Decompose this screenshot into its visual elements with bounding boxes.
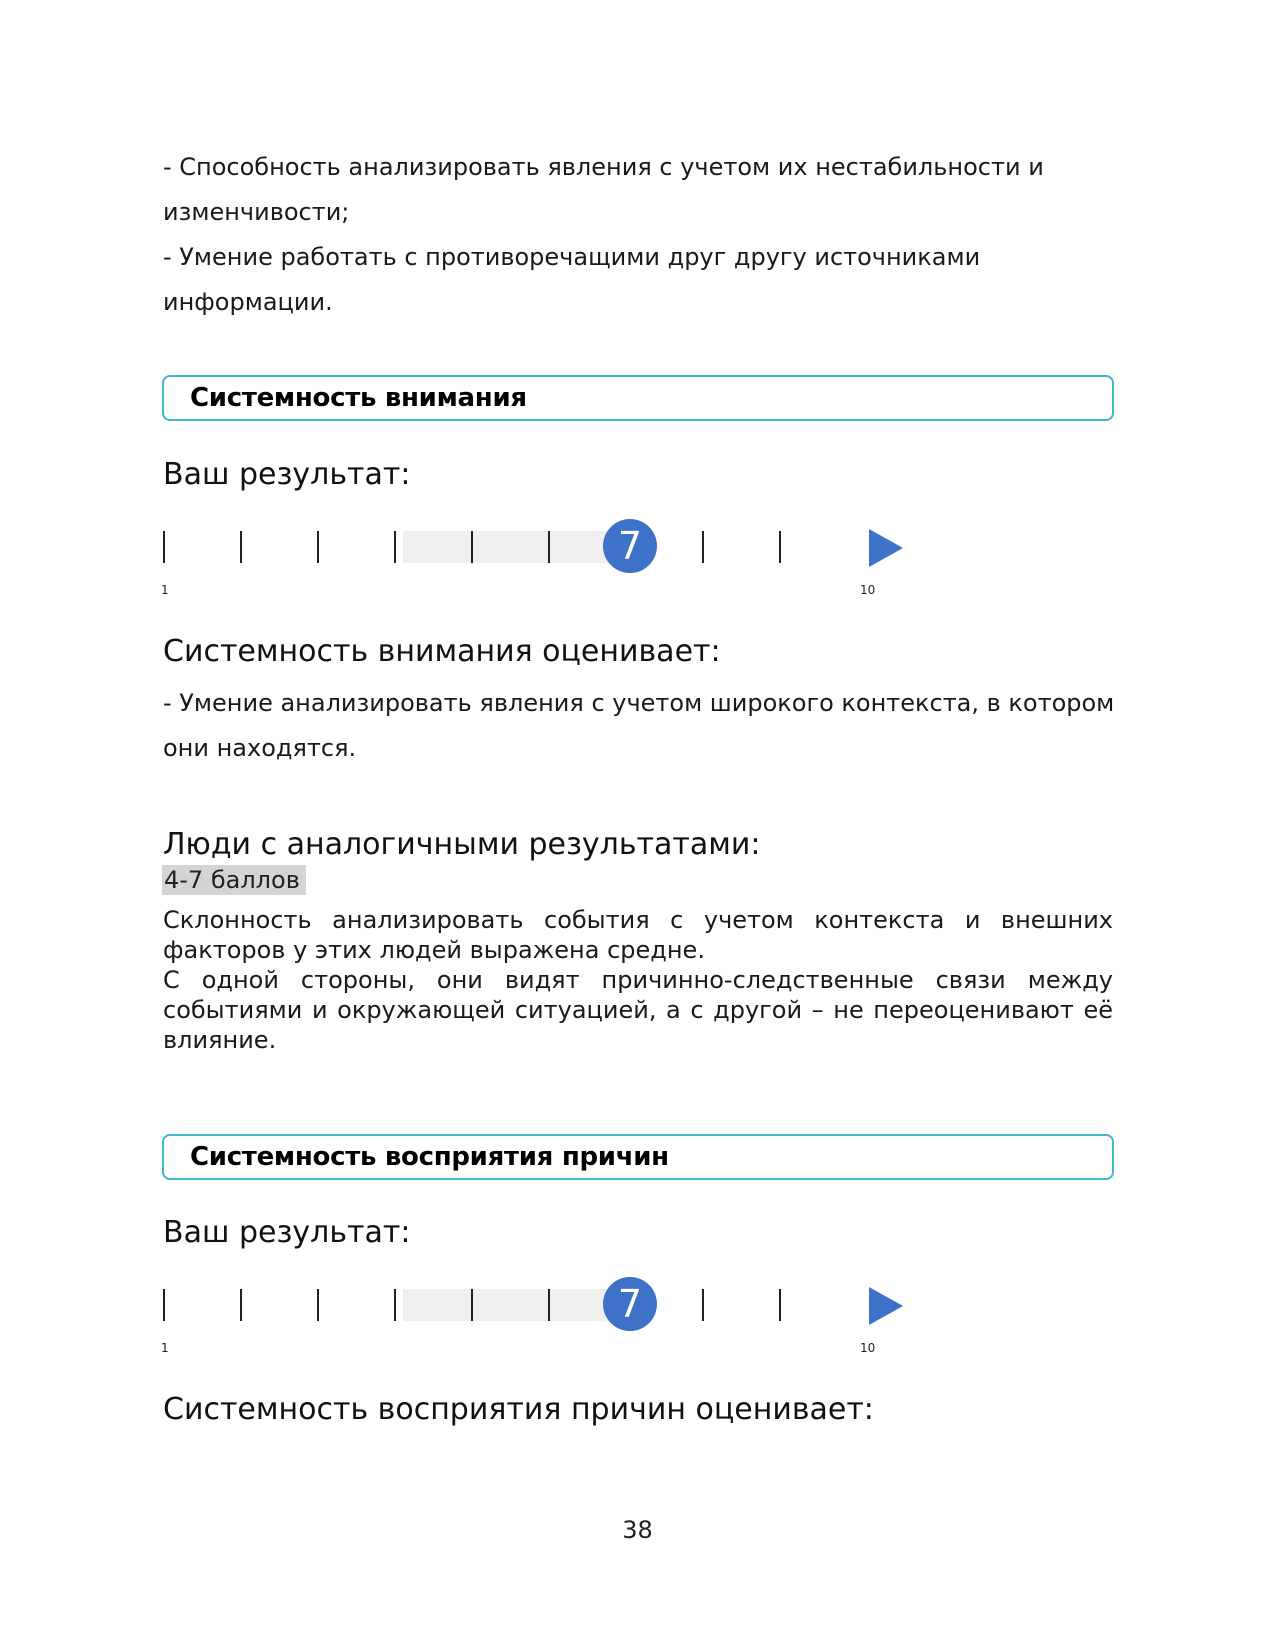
section-header-box (162, 1134, 1114, 1180)
section-header-box (162, 375, 1114, 421)
assesses-text (163, 681, 1115, 771)
similar-paragraph: Склонность анализировать события с учетом контекста и внешних факторов у этих людей выражена средне. (163, 906, 1113, 964)
result-scale (163, 509, 923, 599)
result-label: Ваш результат: (163, 457, 411, 492)
scale-tick (240, 1289, 242, 1321)
scale-min-label: 1 (161, 583, 169, 597)
score-marker: 7 (603, 519, 657, 573)
intro-item: - Умение работать с противоречащими друг другу источниками информации. (163, 243, 981, 316)
section-title: Системность восприятия причин (190, 1142, 669, 1172)
score-marker: 7 (603, 1277, 657, 1331)
scale-tick (471, 531, 473, 563)
result-label: Ваш результат: (163, 1215, 411, 1250)
scale-tick (548, 1289, 550, 1321)
assesses-item: - Умение анализировать явления с учетом широкого контекста, в котором они находятся. (163, 689, 1115, 762)
similar-heading: Люди с аналогичными результатами: (163, 827, 761, 862)
scale-tick (394, 531, 396, 563)
section-title: Системность внимания (190, 383, 527, 413)
scale-min-label: 1 (161, 1341, 169, 1355)
result-scale (163, 1267, 923, 1357)
scale-tick (779, 1289, 781, 1321)
scale-max-label: 10 (860, 1341, 876, 1355)
scale-tick (471, 1289, 473, 1321)
range-band (403, 531, 628, 563)
scale-tick (163, 531, 165, 563)
scale-tick (548, 531, 550, 563)
scale-tick (702, 1289, 704, 1321)
similar-description (163, 905, 1113, 1055)
intro-text (163, 145, 1115, 325)
scale-max-label: 10 (860, 583, 876, 597)
scale-tick (394, 1289, 396, 1321)
scale-tick (163, 1289, 165, 1321)
scale-tick (317, 531, 319, 563)
assesses-heading: Системность восприятия причин оценивает: (163, 1392, 874, 1427)
scale-tick (240, 531, 242, 563)
range-band (403, 1289, 628, 1321)
page-number: 38 (622, 1516, 653, 1544)
scale-tick (779, 531, 781, 563)
scale-tick (317, 1289, 319, 1321)
play-arrow-icon (869, 1287, 903, 1325)
similar-paragraph: С одной стороны, они видят причинно-следственные связи между событиями и окружающей ситуацией, а с другой – не переоценивают её влияние. (163, 966, 1113, 1054)
similar-range-badge: 4-7 баллов (162, 865, 306, 895)
intro-item: - Способность анализировать явления с учетом их нестабильности и изменчивости; (163, 153, 1044, 226)
play-arrow-icon (869, 529, 903, 567)
assesses-heading: Системность внимания оценивает: (163, 634, 721, 669)
scale-tick (702, 531, 704, 563)
